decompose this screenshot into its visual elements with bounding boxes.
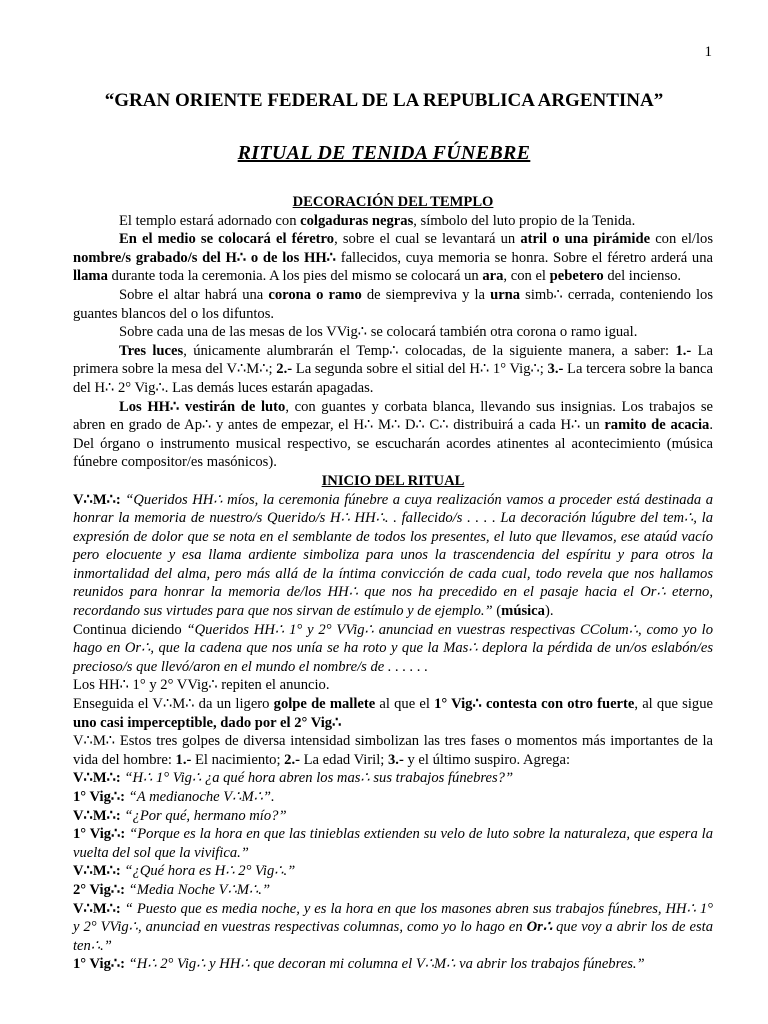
paragraph-1 [73, 212, 713, 231]
speech-text: que voy a abrir los de esta ten∴.” [73, 919, 713, 954]
dialogue-line-8 [73, 955, 713, 974]
text: La segunda sobre el sitial del H∴ 1° Vig∴; [292, 361, 548, 378]
paragraph-6 [73, 398, 713, 472]
text: , sobre el cual se levantará un [334, 231, 521, 248]
document-title: “GRAN ORIENTE FEDERAL DE LA REPUBLICA ARGENTINA” [104, 90, 664, 111]
speaker-label: V∴M∴: [73, 863, 121, 880]
text-bold: uno casi imperceptible, dado por el 2° Vig∴ [73, 714, 342, 731]
text: Continua diciendo [73, 621, 187, 638]
text-bold: 1° Vig∴ contesta con otro fuerte [434, 696, 635, 713]
document-body [73, 193, 713, 974]
text: durante toda la ceremonia. A los pies del mismo se colocará un [107, 268, 483, 285]
text: V∴M∴ Estos tres golpes de diversa intensidad simbolizan las tres fases o momentos más importantes de la vida del hombre: [73, 733, 713, 768]
dialogue-line-3 [73, 807, 713, 826]
paragraph-4: Sobre cada una de las mesas de los VVig∴ se colocará también otra corona o ramo igual. [119, 324, 638, 341]
text-bold: ara [482, 268, 504, 285]
speech-text: “H∴ 1° Vig∴ ¿a qué hora abren los mas∴ sus trabajos fúnebres?” [124, 770, 514, 787]
text: y el último suspiro. Agrega: [403, 751, 571, 768]
text: . Del órgano o instrumento musical respectivo, se escucharán acordes atinentes al acontecimiento (música fúnebre compositor/es masónicos). [73, 417, 713, 471]
speech-text: “Queridos HH∴ 1° y 2° VVig∴ anunciad en vuestras respectivas CColum∴, como yo lo hago en Or∴, que la cadena que nos unía se ha roto y que la Mas∴ deplora la pérdida de un/os eslabón/es precioso/s que llevó/aron en el mundo el nombre/s de . . . . . . [73, 621, 713, 675]
text-bold: Tres luces [119, 342, 184, 359]
text-bold: golpe de mallete [273, 696, 376, 713]
text: del incienso. [603, 268, 682, 285]
text-bold: colgaduras negras [300, 212, 414, 229]
text: al que el [375, 696, 435, 713]
paragraph-continua [73, 621, 713, 677]
text-bold: 3.- [388, 751, 404, 768]
text: , con el [503, 268, 550, 285]
text: , con guantes y corbata blanca, llevando sus insignias. Los trabajos se abren en grado de Ap∴ y antes de empezar, el H∴ M∴ D∴ C∴ distribuirá a cada H∴ un [73, 398, 713, 434]
speech-text: “ Puesto que es media noche, y es la hora en que los masones abren sus trabajos fúnebres, HH∴ 1° y 2° VVig∴, anunciad en vuestras respectivas columnas, como yo lo hago en [73, 900, 713, 936]
paragraph-fases [73, 732, 713, 769]
speaker-label: 2° Vig∴: [73, 881, 126, 898]
speech-text: “H∴ 2° Vig∴ y HH∴ que decoran mi columna el V∴M∴ va abrir los trabajos fúnebres.” [128, 956, 645, 973]
dialogue-line-4 [73, 825, 713, 862]
text: , al que sigue [634, 696, 713, 713]
speech-text: “Media Noche V∴M∴.” [128, 881, 271, 898]
speaker-label: V∴M∴: [73, 491, 121, 508]
text: ). [544, 603, 554, 620]
document-subtitle: RITUAL DE TENIDA FÚNEBRE [237, 142, 531, 164]
speaker-label: 1° Vig∴: [73, 956, 126, 973]
text-bold: 1.- [675, 342, 692, 359]
text: Sobre el altar habrá una [119, 286, 269, 303]
text-bold: nombre/s grabado/s del H∴ o de los HH∴ [73, 249, 336, 266]
paragraph-repiten: Los HH∴ 1° y 2° VVig∴ repiten el anuncio. [73, 677, 330, 694]
page-number: 1 [704, 44, 712, 60]
text: Enseguida el V∴M∴ da un ligero [73, 696, 274, 713]
dialogue-line-2 [73, 788, 713, 807]
speech-text: “A medianoche V∴M∴”. [128, 789, 275, 805]
dialogue-line-1 [73, 769, 713, 788]
speech-text: “¿Qué hora es H∴ 2° Vig∴.” [124, 863, 296, 880]
text: El templo estará adornado con [119, 212, 301, 229]
speech-text: “Porque es la hora en que las tinieblas extienden su velo de luto sobre la naturaleza, que espera la vuelta del sol que la vivifica.” [73, 826, 714, 861]
text-bold: ramito de acacia [604, 417, 710, 434]
text: , símbolo del luto propio de la Tenida. [413, 212, 636, 229]
text-bold: llama [73, 268, 108, 285]
text-bold: 2.- [284, 751, 300, 768]
text-bold: atril o una pirámide [520, 231, 651, 248]
text-bold: 3.- [547, 361, 564, 378]
speaker-label: 1° Vig∴: [73, 826, 126, 843]
text: La primera sobre la mesa del V∴M∴; [73, 342, 713, 378]
text-bold: música [501, 603, 545, 620]
section-heading-decoracion: DECORACIÓN DEL TEMPLO [292, 194, 494, 210]
speaker-label: V∴M∴: [73, 807, 121, 824]
speech-text-bold: Or∴ [526, 919, 553, 936]
text: La tercera sobre la banca del H∴ 2° Vig∴. Las demás luces estarán apagadas. [73, 361, 713, 396]
text: con el/los [650, 231, 714, 248]
speaker-label: 1° Vig∴: [73, 789, 126, 805]
paragraph-2 [73, 230, 713, 286]
paragraph-3 [73, 286, 713, 323]
paragraph-vm-opening [73, 491, 713, 621]
text: de siempreviva y la [361, 286, 491, 303]
speaker-label: V∴M∴: [73, 900, 121, 917]
text-bold: 2.- [276, 361, 293, 378]
text-bold: 1.- [175, 751, 192, 768]
speaker-label: V∴M∴: [73, 770, 121, 787]
text-bold: En el medio se colocará el féretro [119, 231, 335, 248]
section-heading-inicio: INICIO DEL RITUAL [321, 472, 465, 489]
speech-text: “¿Por qué, hermano mío?” [124, 807, 287, 824]
text: La edad Viril; [299, 751, 388, 768]
text: ( [492, 603, 502, 620]
dialogue-line-6 [73, 881, 713, 900]
text-bold: pebetero [549, 268, 604, 285]
text: , únicamente alumbrarán el Temp∴ colocadas, de la siguiente manera, a saber: [183, 342, 676, 359]
dialogue-line-7 [73, 900, 713, 956]
dialogue-line-5 [73, 862, 713, 881]
paragraph-golpes [73, 695, 713, 732]
text: simb∴ cerrada, conteniendo los guantes blancos del o los difuntos. [73, 286, 713, 322]
text-bold: urna [490, 286, 521, 303]
text: fallecidos, cuya memoria se honra. Sobre el féretro arderá una [335, 249, 713, 266]
speech-text: “Queridos HH∴ míos, la ceremonia fúnebre a cuya realización vamos a proceder está destinada a honrar la memoria de nuestro/s Querido/s H∴ HH∴. . fallecido/s . . . . La decoración lúgubre del tem∴, la expresión de dolor que se nota en el semblante de todos los presentes, el luto que llevamos, ese ataúd vacío pero elocuente y esa llama ardiente simboliza para unos la trascendencia del espíritu y para otros la inmortalidad del alma, pero más allá de la íntima convicción de cada cual, todo revela que nos hallamos reunidos para honrar la memoria de/los HH∴ que nos ha precedido en el pasaje hacia el Or∴ eterno, recordando sus virtudes para que nos sirvan de estímulo y de ejemplo.” [73, 491, 713, 620]
text-bold: corona o ramo [268, 286, 362, 303]
paragraph-5 [73, 342, 713, 398]
text-bold: Los HH∴ vestirán de luto [119, 398, 286, 415]
text: El nacimiento; [191, 751, 285, 768]
